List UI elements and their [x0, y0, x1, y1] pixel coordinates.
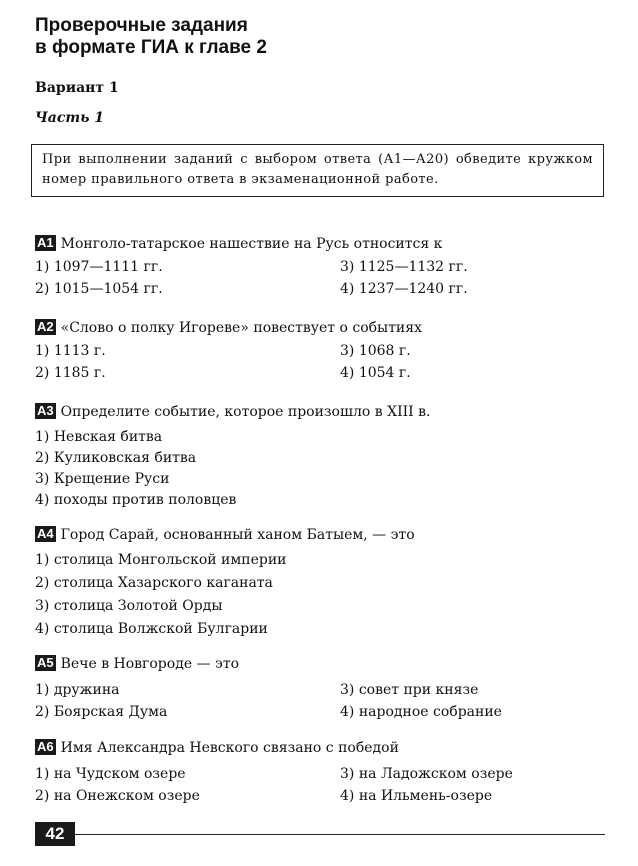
question — [35, 736, 610, 807]
question-text: «Слово о полку Игореве» повествует о событиях — [60, 320, 422, 336]
question-tag: А5 — [37, 655, 54, 670]
answer-options — [35, 549, 610, 641]
question — [35, 400, 610, 511]
answer-option[interactable]: 1) 1097—1111 гг. — [35, 259, 163, 275]
question-text: Монголо-татарское нашествие на Русь относится к — [60, 236, 443, 252]
page-number: 42 — [35, 822, 75, 846]
answer-option[interactable]: 1) 1113 г. — [35, 343, 106, 359]
question — [35, 232, 610, 300]
answer-option[interactable]: 2) столица Хазарского каганата — [35, 575, 273, 591]
question-text: Имя Александра Невского связано с победой — [60, 740, 399, 756]
answer-option[interactable]: 2) на Онежском озере — [35, 788, 200, 804]
answer-option[interactable]: 1) столица Монгольской империи — [35, 552, 287, 568]
answer-option[interactable]: 1) Невская битва — [35, 429, 163, 445]
answer-options — [35, 763, 610, 807]
answer-option[interactable]: 4) на Ильмень-озере — [340, 788, 493, 804]
answer-options — [35, 679, 610, 723]
answer-options — [35, 340, 610, 384]
question — [35, 523, 610, 641]
title-line: Проверочные задания — [35, 15, 248, 36]
instruction-box: При выполнении заданий с выбором ответа (А1—А20) обведите кружком номер правильного ответа в экзаменационной работе. — [31, 144, 604, 197]
answer-option[interactable]: 3) Крещение Руси — [35, 471, 170, 487]
question-tag: А4 — [37, 526, 54, 541]
footer-rule — [75, 834, 605, 835]
question-tag: А1 — [37, 235, 54, 250]
answer-option[interactable]: 2) Куликовская битва — [35, 450, 197, 466]
answer-option[interactable]: 4) 1237—1240 гг. — [340, 281, 468, 297]
page-footer — [35, 822, 605, 848]
question-text: Определите событие, которое произошло в XIII в. — [60, 404, 431, 420]
answer-option[interactable]: 4) 1054 г. — [340, 365, 411, 381]
part-label: Часть 1 — [35, 110, 105, 126]
title-line: в формате ГИА к главе 2 — [35, 37, 267, 58]
answer-option[interactable]: 2) Боярская Дума — [35, 704, 168, 720]
answer-option[interactable]: 2) 1015—1054 гг. — [35, 281, 163, 297]
answer-option[interactable]: 4) походы против половцев — [35, 492, 237, 508]
question-tag: А6 — [37, 739, 54, 754]
page-title — [35, 15, 595, 59]
question-text: Город Сарай, основанный ханом Батыем, — это — [60, 527, 415, 543]
answer-option[interactable]: 3) совет при князе — [340, 682, 479, 698]
question — [35, 652, 610, 723]
answer-option[interactable]: 2) 1185 г. — [35, 365, 106, 381]
answer-option[interactable]: 3) 1125—1132 гг. — [340, 259, 468, 275]
answer-options — [35, 427, 610, 511]
question-text: Вече в Новгороде — это — [60, 656, 240, 672]
answer-option[interactable]: 3) 1068 г. — [340, 343, 411, 359]
question — [35, 316, 610, 384]
answer-option[interactable]: 4) народное собрание — [340, 704, 502, 720]
answer-option[interactable]: 4) столица Волжской Булгарии — [35, 621, 268, 637]
answer-option[interactable]: 1) дружина — [35, 682, 120, 698]
answer-option[interactable]: 3) столица Золотой Орды — [35, 598, 223, 614]
question-tag: А2 — [37, 319, 54, 334]
answer-options — [35, 256, 610, 300]
question-tag: А3 — [37, 403, 54, 418]
answer-option[interactable]: 1) на Чудском озере — [35, 766, 186, 782]
answer-option[interactable]: 3) на Ладожском озере — [340, 766, 513, 782]
variant-label: Вариант 1 — [35, 80, 119, 96]
